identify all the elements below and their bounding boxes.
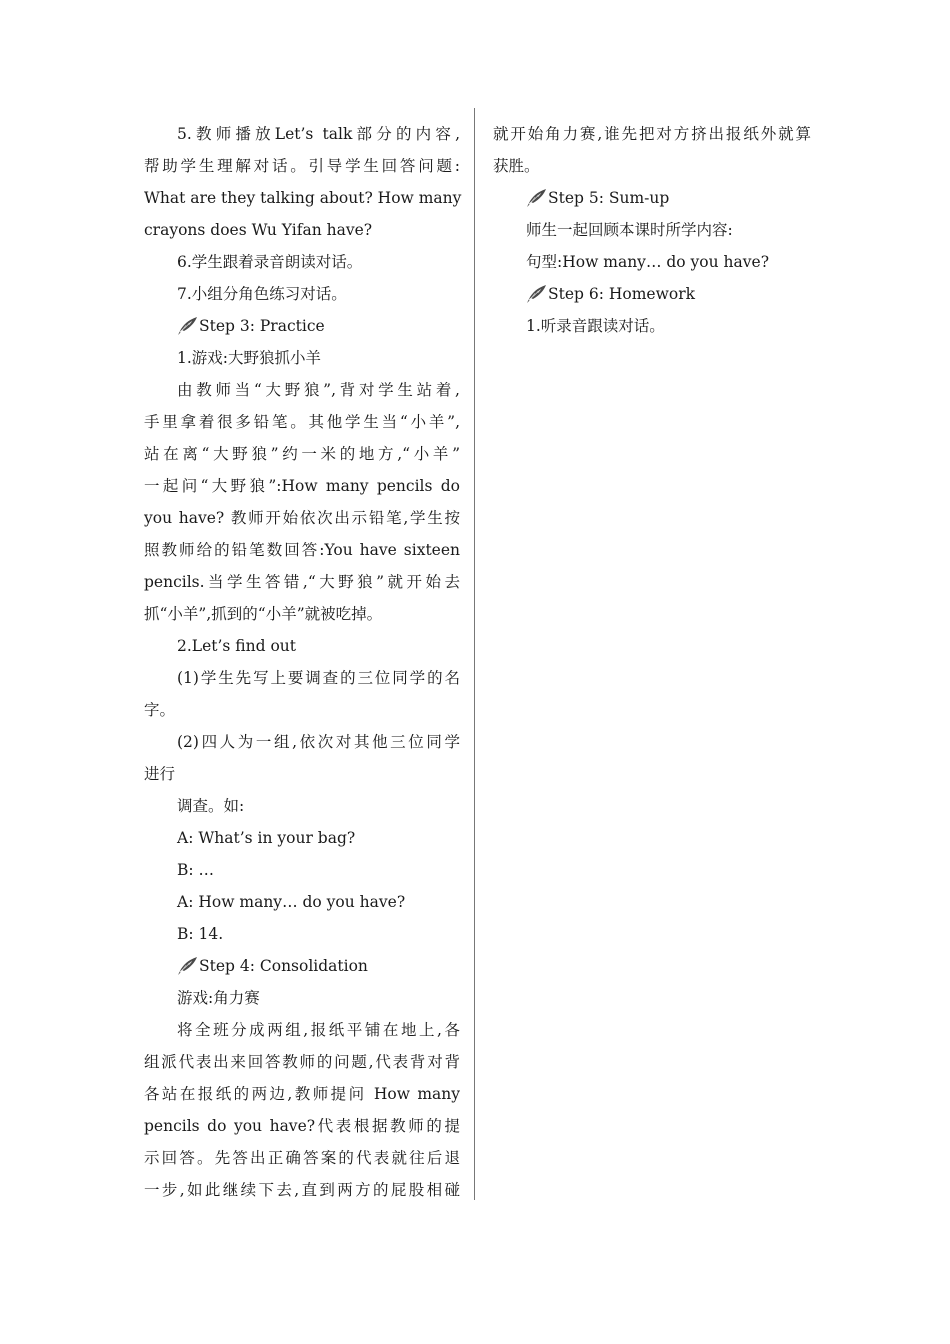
text-line: 各站在报纸的两边,教师提问 How many xyxy=(144,1085,460,1103)
text-line: crayons does Wu Yifan have? xyxy=(144,221,373,239)
text-line: 就开始角力赛,谁先把对方挤出报纸外就算 xyxy=(493,125,811,143)
right-column xyxy=(493,118,811,342)
text-line: 示回答。先答出正确答案的代表就往后退 xyxy=(144,1149,460,1167)
text-line: 帮助学生理解对话。引导学生回答问题: xyxy=(144,157,460,175)
text-line: B: 14. xyxy=(177,925,224,943)
text-line: What are they talking about? How many xyxy=(144,189,462,207)
text-line: 1.游戏:大野狼抓小羊 xyxy=(177,349,322,367)
text-line: 6.学生跟着录音朗读对话。 xyxy=(177,253,363,271)
text-line: 获胜。 xyxy=(493,157,540,175)
step-heading-text: Step 6: Homework xyxy=(548,285,696,303)
quill-icon xyxy=(177,316,199,336)
text-line: 手里拿着很多铅笔。其他学生当“小羊”, xyxy=(144,413,460,431)
step-heading-text: Step 4: Consolidation xyxy=(199,957,368,975)
step-heading xyxy=(493,278,811,310)
text-line: 一起问“大野狼”:How many pencils do xyxy=(144,477,460,495)
step-heading xyxy=(493,182,811,214)
text-line: 字。 xyxy=(144,701,176,719)
text-line: 2.Let’s find out xyxy=(177,637,297,655)
text-line: A: How many… do you have? xyxy=(177,893,406,911)
step-heading-text: Step 3: Practice xyxy=(199,317,325,335)
text-line: 游戏:角力赛 xyxy=(177,989,260,1007)
text-line: 5.教师播放Let’s talk部分的内容, xyxy=(177,125,460,143)
text-line: pencils.当学生答错,“大野狼”就开始去 xyxy=(144,573,460,591)
text-line: 照教师给的铅笔数回答:You have sixteen xyxy=(144,541,460,559)
left-column xyxy=(144,118,460,1206)
text-line: pencils do you have?代表根据教师的提 xyxy=(144,1117,460,1135)
text-line: (1)学生先写上要调查的三位同学的名 xyxy=(177,669,460,687)
column-divider xyxy=(474,108,475,1200)
text-line: 抓“小羊”,抓到的“小羊”就被吃掉。 xyxy=(144,605,383,623)
text-line: 师生一起回顾本课时所学内容: xyxy=(526,221,733,239)
text-line: 一步,如此继续下去,直到两方的屁股相碰 xyxy=(144,1181,460,1199)
text-line: (2)四人为一组,依次对其他三位同学 xyxy=(177,733,460,751)
text-line: 进行 xyxy=(144,765,176,783)
text-line: 组派代表出来回答教师的问题,代表背对背 xyxy=(144,1053,460,1071)
quill-icon xyxy=(526,188,548,208)
text-line: 将全班分成两组,报纸平铺在地上,各 xyxy=(177,1021,460,1039)
text-line: 7.小组分角色练习对话。 xyxy=(177,285,347,303)
text-line: 1.听录音跟读对话。 xyxy=(526,317,665,335)
text-line: B: … xyxy=(177,861,215,879)
text-line: 句型:How many… do you have? xyxy=(526,253,770,271)
step-heading xyxy=(144,310,460,342)
text-line: 站在离“大野狼”约一米的地方,“小羊” xyxy=(144,445,460,463)
step-heading xyxy=(144,950,460,982)
step-heading-text: Step 5: Sum-up xyxy=(548,189,670,207)
quill-icon xyxy=(526,284,548,304)
text-line: you have? 教师开始依次出示铅笔,学生按 xyxy=(144,509,460,527)
text-line: 调查。如: xyxy=(177,797,245,815)
text-line: 由教师当“大野狼”,背对学生站着, xyxy=(177,381,460,399)
quill-icon xyxy=(177,956,199,976)
text-line: A: What’s in your bag? xyxy=(177,829,356,847)
